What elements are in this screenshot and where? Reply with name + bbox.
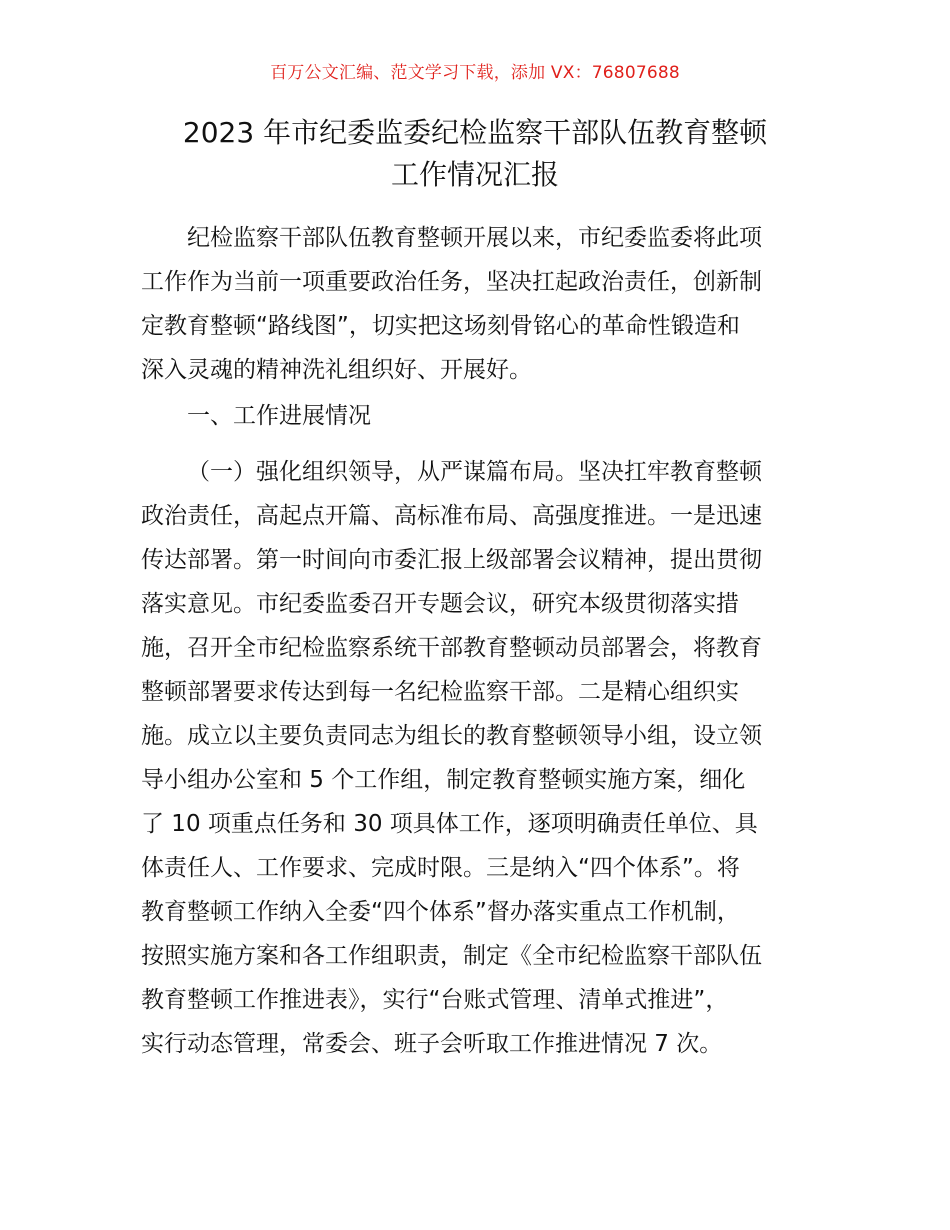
section-paragraph: [141, 456, 813, 1072]
paragraph-line: 工作作为当前一项重要政治任务，坚决扛起政治责任，创新制: [141, 269, 762, 295]
section-heading: [141, 400, 813, 444]
section-heading-text: 一、工作进展情况: [187, 403, 371, 429]
paragraph-line: 政治责任，高起点开篇、高标准布局、高强度推进。一是迅速: [141, 503, 762, 529]
paragraph-line: 定教育整顿“路线图”，切实把这场刻骨铭心的革命性锻造和: [141, 313, 740, 339]
title-line-2: 工作情况汇报: [390, 158, 559, 191]
paragraph-line: 传达部署。第一时间向市委汇报上级部署会议精神，提出贯彻: [141, 547, 762, 573]
paragraph-line: 整顿部署要求传达到每一名纪检监察干部。二是精心组织实: [141, 679, 739, 705]
paragraph-line: 导小组办公室和 5 个工作组，制定教育整顿实施方案，细化: [141, 767, 746, 793]
paragraph-line: 深入灵魂的精神洗礼组织好、开展好。: [141, 357, 532, 383]
paragraph-line: 施。成立以主要负责同志为组长的教育整顿领导小组，设立领: [141, 723, 762, 749]
paragraph-line: 纪检监察干部队伍教育整顿开展以来，市纪委监委将此项: [187, 225, 762, 251]
document-title: [120, 112, 830, 196]
intro-paragraph: [141, 222, 813, 398]
paragraph-line: 实行动态管理，常委会、班子会听取工作推进情况 7 次。: [141, 1031, 723, 1057]
paragraph-line: （一）强化组织领导，从严谋篇布局。坚决扛牢教育整顿: [187, 459, 762, 485]
paragraph-line: 落实意见。市纪委监委召开专题会议，研究本级贯彻落实措: [141, 591, 739, 617]
paragraph-line: 了 10 项重点任务和 30 项具体工作，逐项明确责任单位、具: [141, 811, 758, 837]
paragraph-line: 教育整顿工作纳入全委“四个体系”督办落实重点工作机制，: [141, 899, 740, 925]
paragraph-line: 教育整顿工作推进表》，实行“台账式管理、清单式推进”，: [141, 987, 729, 1013]
paragraph-line: 按照实施方案和各工作组职责，制定《全市纪检监察干部队伍: [141, 943, 762, 969]
paragraph-line: 体责任人、工作要求、完成时限。三是纳入“四个体系”。将: [141, 855, 740, 881]
title-line-1: 2023 年市纪委监委纪检监察干部队伍教育整顿: [182, 116, 768, 149]
watermark-banner: 百万公文汇编、范文学习下载，添加 VX：76807688: [270, 63, 680, 83]
paragraph-line: 施，召开全市纪检监察系统干部教育整顿动员部署会，将教育: [141, 635, 762, 661]
